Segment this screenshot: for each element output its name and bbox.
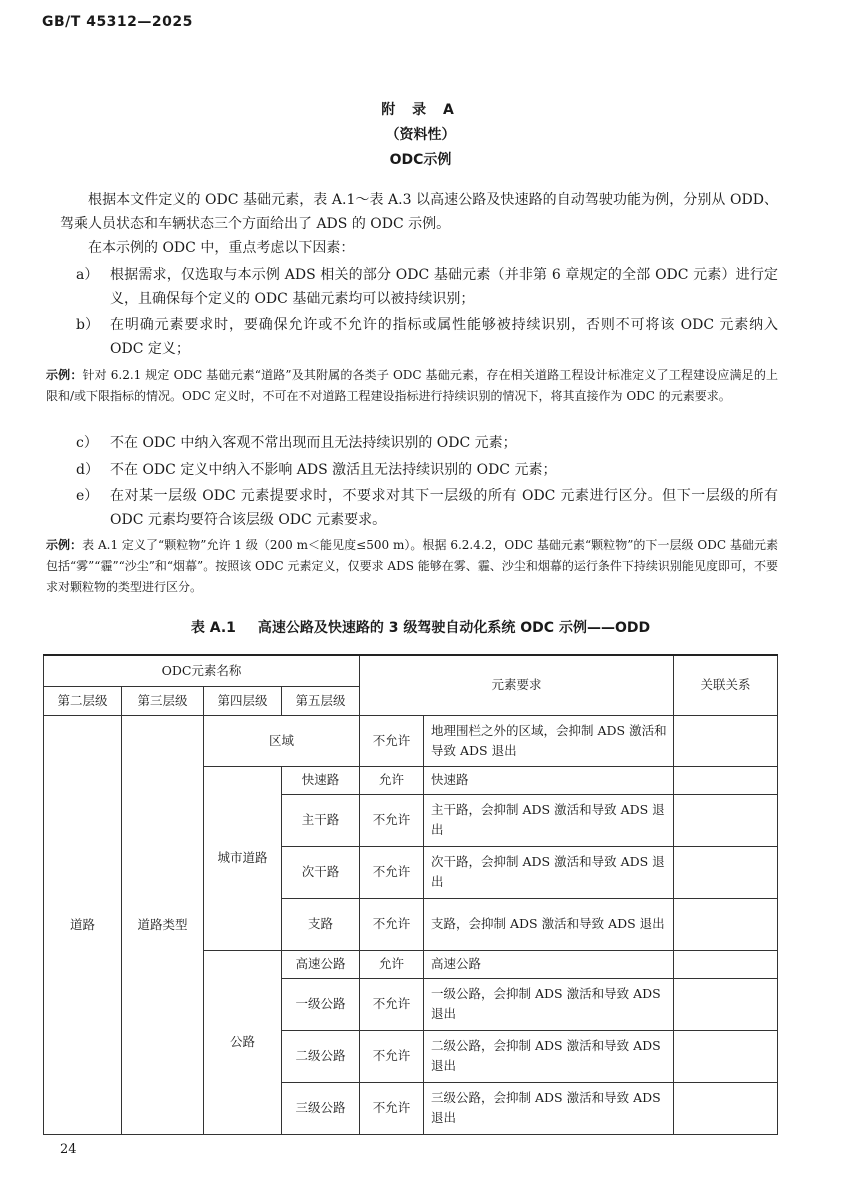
appendix-subtitle: ODC示例 — [389, 152, 452, 168]
table-caption-text: 高速公路及快速路的 3 级驾驶自动化系统 ODC 示例——ODD — [257, 620, 651, 636]
cell-relation — [674, 1082, 778, 1134]
example-label: 示例： — [46, 538, 83, 552]
header-level4: 第四层级 — [204, 686, 282, 715]
cell-level5: 主干路 — [282, 794, 360, 846]
cell-relation — [674, 950, 778, 978]
cell-relation — [674, 715, 778, 766]
cell-relation — [674, 898, 778, 950]
cell-relation — [674, 978, 778, 1030]
example-text: 针对 6.2.1 规定 ODC 基础元素“道路”及其附属的各类子 ODC 基础元素，存在相关道路工程设计标准定义了工程建设应满足的上限和/或下限指标的情况。ODC 定义时，不可在不对道路工程建设指标进行持续识别的情况下，将其直接作为 ODC 的元素要求。 — [46, 368, 778, 403]
list-text: 不在 ODC 中纳入客观不常出现而且无法持续识别的 ODC 元素； — [110, 435, 517, 451]
table-caption — [0, 617, 841, 637]
list-marker: d） — [76, 462, 99, 478]
cell-relation — [674, 766, 778, 794]
list-marker: b） — [76, 317, 99, 333]
example-text: 表 A.1 定义了“颗粒物”允许 1 级（200 m＜能见度≤500 m）。根据 6.2.4.2，ODC 基础元素“颗粒物”的下一层级 ODC 基础元素包括“雾”“霾”“沙尘”和“烟幕”。按照该 ODC 元素定义，仅要求 ADS 能够在雾、霾、沙尘和烟幕的运行条件下持续识别能见度即可，不要求对颗粒物的类型进行区分。 — [46, 538, 778, 594]
header-requirement: 元素要求 — [360, 655, 674, 715]
odc-table — [43, 654, 778, 1135]
list-text: 在对某一层级 ODC 元素提要求时，不要求对其下一层级的所有 ODC 元素进行区分。但下一层级的所有 ODC 元素均要符合该层级 ODC 元素要求。 — [110, 488, 778, 528]
cell-status: 不允许 — [360, 715, 424, 766]
header-odc-element-name: ODC元素名称 — [44, 655, 360, 686]
header-level2: 第二层级 — [44, 686, 122, 715]
cell-level5: 次干路 — [282, 846, 360, 898]
cell-level4: 区域 — [204, 715, 360, 766]
cell-level4: 公路 — [204, 950, 282, 1134]
header-level3: 第三层级 — [122, 686, 204, 715]
cell-status: 不允许 — [360, 978, 424, 1030]
cell-requirement: 一级公路，会抑制 ADS 激活和导致 ADS 退出 — [424, 978, 674, 1030]
cell-status: 不允许 — [360, 794, 424, 846]
cell-level5: 三级公路 — [282, 1082, 360, 1134]
appendix-nature: （资料性） — [385, 127, 456, 143]
cell-level5: 高速公路 — [282, 950, 360, 978]
cell-level5: 快速路 — [282, 766, 360, 794]
cell-requirement: 高速公路 — [424, 950, 674, 978]
list-text: 在明确元素要求时，要确保允许或不允许的指标或属性能够被持续识别，否则不可将该 ODC 元素纳入 ODC 定义； — [110, 317, 778, 357]
list-marker: c） — [76, 435, 98, 451]
table-row — [44, 715, 778, 766]
standard-code: GB/T 45312—2025 — [42, 14, 193, 30]
intro-considerations: 在本示例的 ODC 中，重点考虑以下因素： — [88, 240, 355, 256]
cell-status: 允许 — [360, 950, 424, 978]
cell-requirement: 支路，会抑制 ADS 激活和导致 ADS 退出 — [424, 898, 674, 950]
cell-relation — [674, 846, 778, 898]
header-level5: 第五层级 — [282, 686, 360, 715]
cell-level2: 道路 — [44, 715, 122, 1134]
cell-requirement: 二级公路，会抑制 ADS 激活和导致 ADS 退出 — [424, 1030, 674, 1082]
cell-requirement: 快速路 — [424, 766, 674, 794]
appendix-title: 附 录 A — [381, 102, 460, 118]
cell-level3: 道路类型 — [122, 715, 204, 1134]
cell-requirement: 地理围栏之外的区域，会抑制 ADS 激活和导致 ADS 退出 — [424, 715, 674, 766]
header-relation: 关联关系 — [674, 655, 778, 715]
cell-level5: 一级公路 — [282, 978, 360, 1030]
list-marker: a） — [76, 267, 99, 283]
cell-level5: 二级公路 — [282, 1030, 360, 1082]
cell-level4: 城市道路 — [204, 766, 282, 950]
list-marker: e） — [76, 488, 99, 504]
cell-status: 允许 — [360, 766, 424, 794]
table-caption-number: 表 A.1 — [190, 620, 236, 636]
cell-level5: 支路 — [282, 898, 360, 950]
cell-status: 不允许 — [360, 1030, 424, 1082]
example-note-2 — [46, 535, 778, 598]
cell-relation — [674, 1030, 778, 1082]
page-number: 24 — [60, 1142, 77, 1157]
example-note-1 — [46, 365, 778, 407]
cell-status: 不允许 — [360, 1082, 424, 1134]
cell-requirement: 主干路，会抑制 ADS 激活和导致 ADS 退出 — [424, 794, 674, 846]
cell-requirement: 次干路，会抑制 ADS 激活和导致 ADS 退出 — [424, 846, 674, 898]
cell-relation — [674, 794, 778, 846]
list-text: 根据需求，仅选取与本示例 ADS 相关的部分 ODC 基础元素（并非第 6 章规定的全部 ODC 元素）进行定义，且确保每个定义的 ODC 基础元素均可以被持续识别； — [110, 267, 778, 307]
cell-status: 不允许 — [360, 846, 424, 898]
example-label: 示例： — [46, 368, 83, 382]
cell-status: 不允许 — [360, 898, 424, 950]
intro-paragraph: 根据本文件定义的 ODC 基础元素，表 A.1～表 A.3 以高速公路及快速路的自动驾驶功能为例，分别从 ODD、驾乘人员状态和车辆状态三个方面给出了 ADS 的 ODC 示例。 — [60, 192, 778, 232]
list-text: 不在 ODC 定义中纳入不影响 ADS 激活且无法持续识别的 ODC 元素； — [110, 462, 557, 478]
cell-requirement: 三级公路，会抑制 ADS 激活和导致 ADS 退出 — [424, 1082, 674, 1134]
